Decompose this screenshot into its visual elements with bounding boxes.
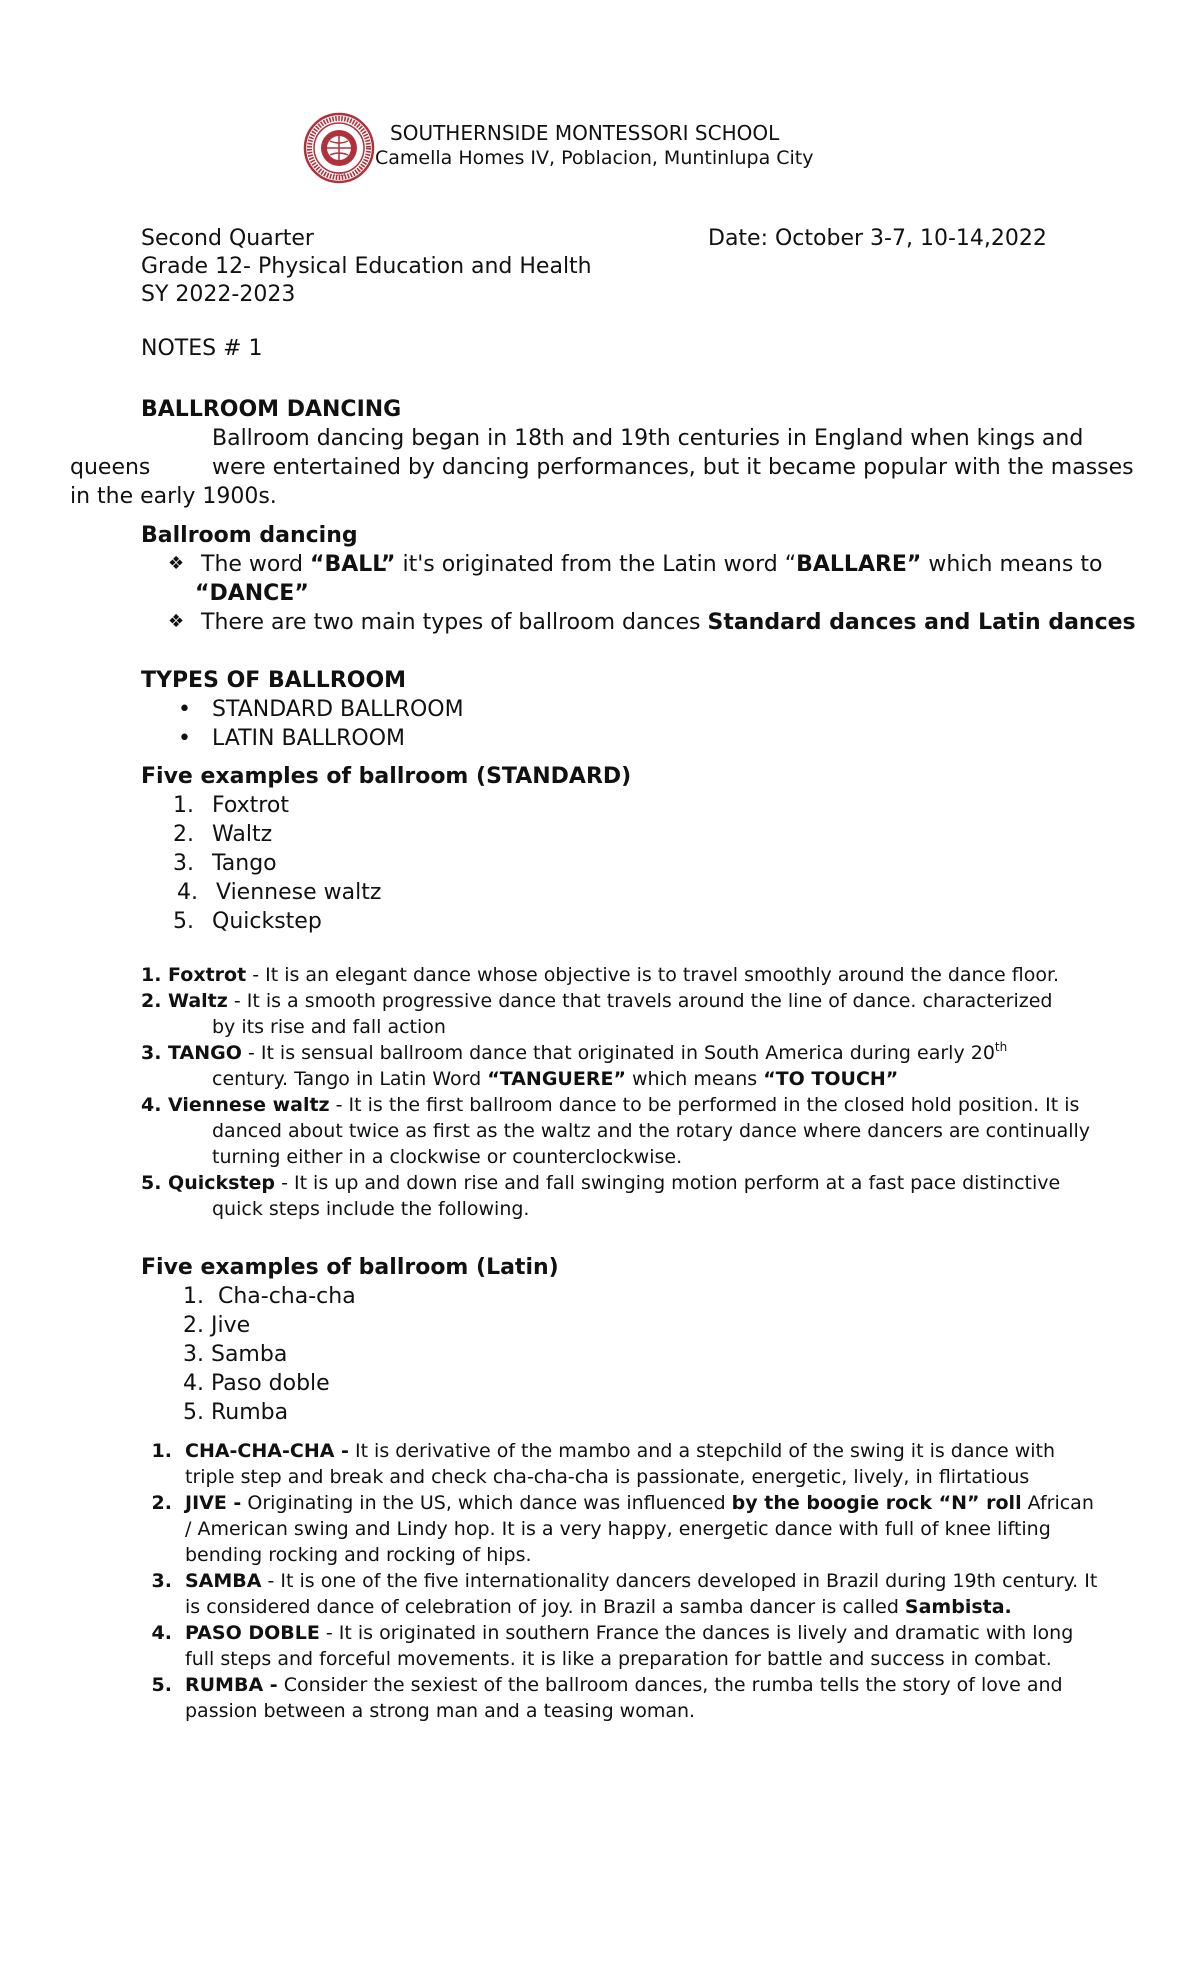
standard-heading: Five examples of ballroom (STANDARD) (141, 764, 632, 789)
school-address: Camella Homes IV, Poblacion, Muntinlupa City (375, 147, 814, 169)
list-item: Quickstep (212, 909, 322, 934)
types-heading: TYPES OF BALLROOM (141, 668, 407, 693)
list-item: Viennese waltz (216, 880, 382, 905)
list-number: 3. (173, 851, 194, 876)
standard-description: 4. Viennese waltz - It is the first ballroom dance to be performed in the closed hold position. It is (141, 1094, 1080, 1116)
latin-description: full steps and forceful movements. it is like a preparation for battle and success in combat. (185, 1648, 1052, 1670)
main-heading: BALLROOM DANCING (141, 397, 402, 422)
standard-description: 2. Waltz - It is a smooth progressive dance that travels around the line of dance. characterized (141, 990, 1053, 1012)
list-number: 4. (177, 880, 198, 905)
list-item: Tango (212, 851, 277, 876)
standard-description: century. Tango in Latin Word “TANGUERE” which means “TO TOUCH” (212, 1068, 899, 1090)
list-number: 2. (151, 1492, 172, 1514)
notes-label: NOTES # 1 (141, 336, 263, 361)
standard-description: quick steps include the following. (212, 1198, 530, 1220)
list-number: 5. (151, 1674, 172, 1696)
bullet-dot-icon: • (178, 726, 191, 751)
list-number: 2. (173, 822, 194, 847)
date-label: Date: October 3-7, 10-14,2022 (708, 226, 1047, 251)
latin-description: RUMBA - Consider the sexiest of the ballroom dances, the rumba tells the story of love and (185, 1674, 1063, 1696)
intro-line: queens (70, 455, 151, 480)
standard-description: by its rise and fall action (212, 1016, 446, 1038)
latin-description: passion between a strong man and a teasing woman. (185, 1700, 696, 1722)
bullet-dot-icon: • (178, 697, 191, 722)
svg-text:1989: 1989 (332, 172, 346, 178)
intro-line: Ballroom dancing began in 18th and 19th centuries in England when kings and (212, 426, 1084, 451)
list-item: Waltz (212, 822, 273, 847)
list-item: LATIN BALLROOM (212, 726, 406, 751)
latin-description: is considered dance of celebration of joy. in Brazil a samba dancer is called Sambista. (185, 1596, 1012, 1618)
list-number: 1. (151, 1440, 172, 1462)
list-item: STANDARD BALLROOM (212, 697, 464, 722)
latin-heading: Five examples of ballroom (Latin) (141, 1255, 559, 1280)
list-number: 3. (151, 1570, 172, 1592)
latin-description: CHA-CHA-CHA - It is derivative of the mambo and a stepchild of the swing it is dance with (185, 1440, 1056, 1462)
latin-description: bending rocking and rocking of hips. (185, 1544, 532, 1566)
standard-description: 1. Foxtrot - It is an elegant dance whose objective is to travel smoothly around the dance floor. (141, 964, 1060, 986)
school-year-label: SY 2022-2023 (141, 282, 296, 307)
diamond-bullet-icon: ❖ (168, 611, 185, 632)
bullet-text: The word “BALL” it's originated from the Latin word “BALLARE” which means to (201, 552, 1103, 577)
latin-description: / American swing and Lindy hop. It is a very happy, energetic dance with full of knee lifting (185, 1518, 1051, 1540)
school-seal-logo (303, 112, 375, 184)
bullet-text: “DANCE” (195, 581, 309, 606)
list-number: 1. (173, 793, 194, 818)
standard-description: danced about twice as first as the waltz and the rotary dance where dancers are continually (212, 1120, 1091, 1142)
latin-description: SAMBA - It is one of the five internationality dancers developed in Brazil during 19th century. It (185, 1570, 1098, 1592)
list-item: 1. Cha-cha-cha (183, 1284, 356, 1309)
latin-description: triple step and break and check cha-cha-cha is passionate, energetic, lively, in flirtatious (185, 1466, 1030, 1488)
latin-description: PASO DOBLE - It is originated in southern France the dances is lively and dramatic with long (185, 1622, 1074, 1644)
bullet-text: There are two main types of ballroom dances Standard dances and Latin dances (201, 610, 1136, 635)
list-item: 3. Samba (183, 1342, 288, 1367)
intro-line: were entertained by dancing performances, but it became popular with the masses (212, 455, 1134, 480)
standard-description: 5. Quickstep - It is up and down rise and fall swinging motion perform at a fast pace distinctive (141, 1172, 1061, 1194)
list-item: Foxtrot (212, 793, 289, 818)
latin-description: JIVE - Originating in the US, which dance was influenced by the boogie rock “N” roll African (185, 1492, 1094, 1514)
list-item: 4. Paso doble (183, 1371, 330, 1396)
list-number: 4. (151, 1622, 172, 1644)
grade-label: Grade 12- Physical Education and Health (141, 254, 592, 279)
standard-description: 3. TANGO - It is sensual ballroom dance that originated in South America during early 20th (141, 1040, 1008, 1064)
diamond-bullet-icon: ❖ (168, 553, 185, 574)
list-item: 2. Jive (183, 1313, 251, 1338)
standard-description: turning either in a clockwise or counterclockwise. (212, 1146, 683, 1168)
school-name: SOUTHERNSIDE MONTESSORI SCHOOL (390, 121, 780, 145)
list-number: 5. (173, 909, 194, 934)
quarter-label: Second Quarter (141, 226, 314, 251)
ballroom-heading: Ballroom dancing (141, 523, 358, 548)
intro-line: in the early 1900s. (70, 484, 277, 509)
list-item: 5. Rumba (183, 1400, 289, 1425)
